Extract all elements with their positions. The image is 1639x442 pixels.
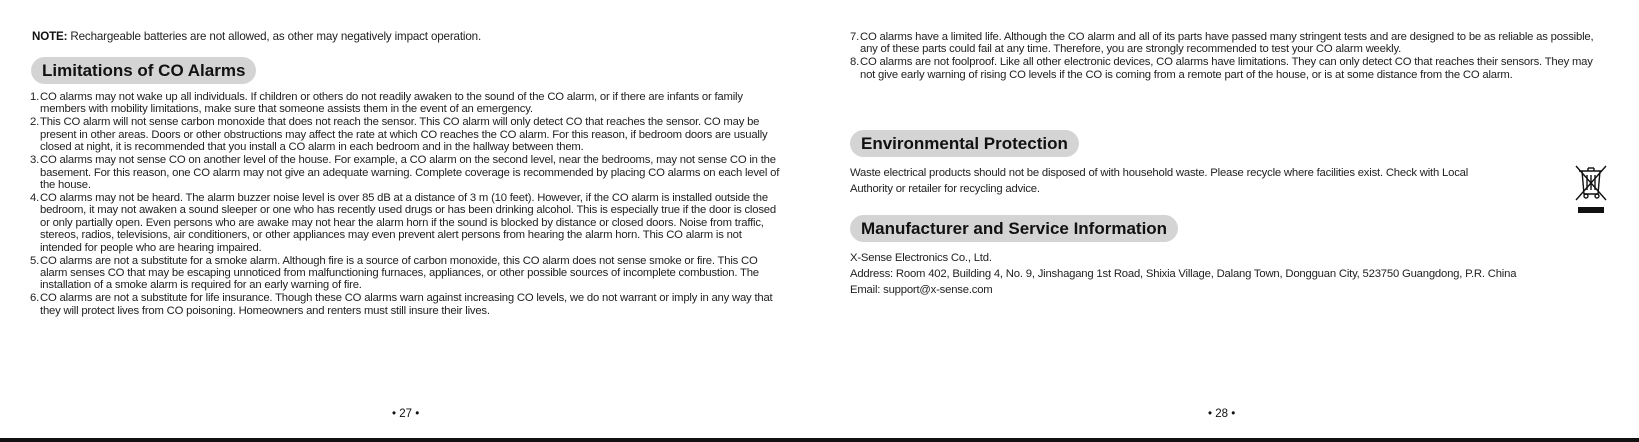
list-item <box>30 255 782 292</box>
note <box>32 30 792 43</box>
item-number: 8. <box>850 56 860 69</box>
heading-environmental: Environmental Protection <box>850 130 1079 157</box>
list-item <box>30 116 782 153</box>
page-number-left: • 27 • <box>392 408 420 420</box>
item-text: CO alarms may not wake up all individuals. If children or others do not readily awaken to the sound of the CO alarm, or if there are infants or family members with mobility limitations, make sure that someone assists them in the event of an emergency. <box>40 91 743 116</box>
item-number: 2. <box>30 116 40 129</box>
item-text: CO alarms are not a substitute for life insurance. Though these CO alarms warn against increasing CO levels, we do not warrant or imply in any way that they will protect lives from CO poisoning. Homeowners and renters must still insure their lives. <box>40 292 773 317</box>
item-number: 5. <box>30 254 40 267</box>
manufacturer-email: Email: support@x-sense.com <box>850 284 993 296</box>
left-page <box>32 0 784 430</box>
item-text: CO alarms are not foolproof. Like all other electronic devices, CO alarms have limitations. They can only detect CO that reaches their sensors. They may not give early warning of rising CO levels if the CO is coming from a remote part of the house, or is at some distance from the CO alarm. <box>860 56 1593 81</box>
list-item <box>30 192 782 254</box>
item-text: This CO alarm will not sense carbon monoxide that does not reach the sensor. This CO alarm will only detect CO that reaches the sensor. CO may be present in other areas. Doors or other obstructions may affect the rate at which CO reaches the CO alarm. For this reason, if bedroom doors are usually closed at night, it is recommended that you install a CO alarm in each bedroom and in the hallway between them. <box>40 116 768 154</box>
item-number: 1. <box>30 91 40 103</box>
heading-manufacturer: Manufacturer and Service Information <box>850 215 1178 242</box>
note-text: Rechargeable batteries are not allowed, as other may negatively impact operation. <box>67 30 482 43</box>
item-number: 3. <box>30 154 40 167</box>
right-page <box>850 0 1602 430</box>
item-text: CO alarms may not sense CO on another level of the house. For example, a CO alarm on the second level, near the bedrooms, may not sense CO in the basement. For this reason, one CO alarm may not give an adequate warning. Complete coverage is recommended by placing CO alarms on each level of the house. <box>40 154 780 192</box>
heading-limitations: Limitations of CO Alarms <box>31 57 256 84</box>
limitations-list <box>30 91 782 317</box>
page-number-right: • 28 • <box>1208 408 1236 420</box>
list-item <box>30 91 782 116</box>
item-number: 7. <box>850 31 860 43</box>
item-text: CO alarms may not be heard. The alarm buzzer noise level is over 85 dB at a distance of 3 m (10 feet). However, if the CO alarm is installed outside the bedroom, it may not awaken a sound sleeper or one who has recently used drugs or has been drinking alcohol. This is especially true if the door is closed or only partially open. Even persons who are awake may not hear the alarm horn if the sound is blocked by distance or closed doors. Noise from traffic, stereos, radios, televisions, air conditioners, or other appliances may even prevent alert persons from hearing the alarm horn. This CO alarm is not intended for people who are hearing impaired. <box>40 192 776 254</box>
environmental-text: Waste electrical products should not be disposed of with household waste. Please recycle where facilities exist. Check with Local Authority or retailer for recycling advice. <box>850 167 1469 195</box>
list-item <box>850 31 1602 56</box>
item-text: CO alarms have a limited life. Although the CO alarm and all of its parts have passed many stringent tests and are designed to be as reliable as possible, any of these parts could fail at any time. Therefore, you are strongly recommended to test your CO alarm weekly. <box>860 31 1594 56</box>
list-item <box>30 292 782 317</box>
manufacturer-address: Address: Room 402, Building 4, No. 9, Jinshagang 1st Road, Shixia Village, Dalang Town, Dongguan City, 523750 Guangdong, P.R. China <box>850 268 1517 280</box>
list-item <box>850 56 1602 81</box>
note-label: NOTE: <box>32 30 68 43</box>
item-text: CO alarms are not a substitute for a smoke alarm. Although fire is a source of carbon monoxide, this CO alarm does not sense smoke or fire. This CO alarm senses CO that may be escaping unnoticed from malfunctioning furnaces, appliances, or other possible sources of incomplete combustion. The installation of a smoke alarm is required for an early warning of fire. <box>40 254 759 292</box>
list-item <box>30 154 782 191</box>
limitations-list-continued <box>850 31 1602 81</box>
manufacturer-company: X-Sense Electronics Co., Ltd. <box>850 252 992 264</box>
bottom-rule <box>0 438 1639 442</box>
item-number: 6. <box>30 292 40 305</box>
item-number: 4. <box>30 192 40 205</box>
weee-crossed-bin-icon <box>1574 164 1608 216</box>
